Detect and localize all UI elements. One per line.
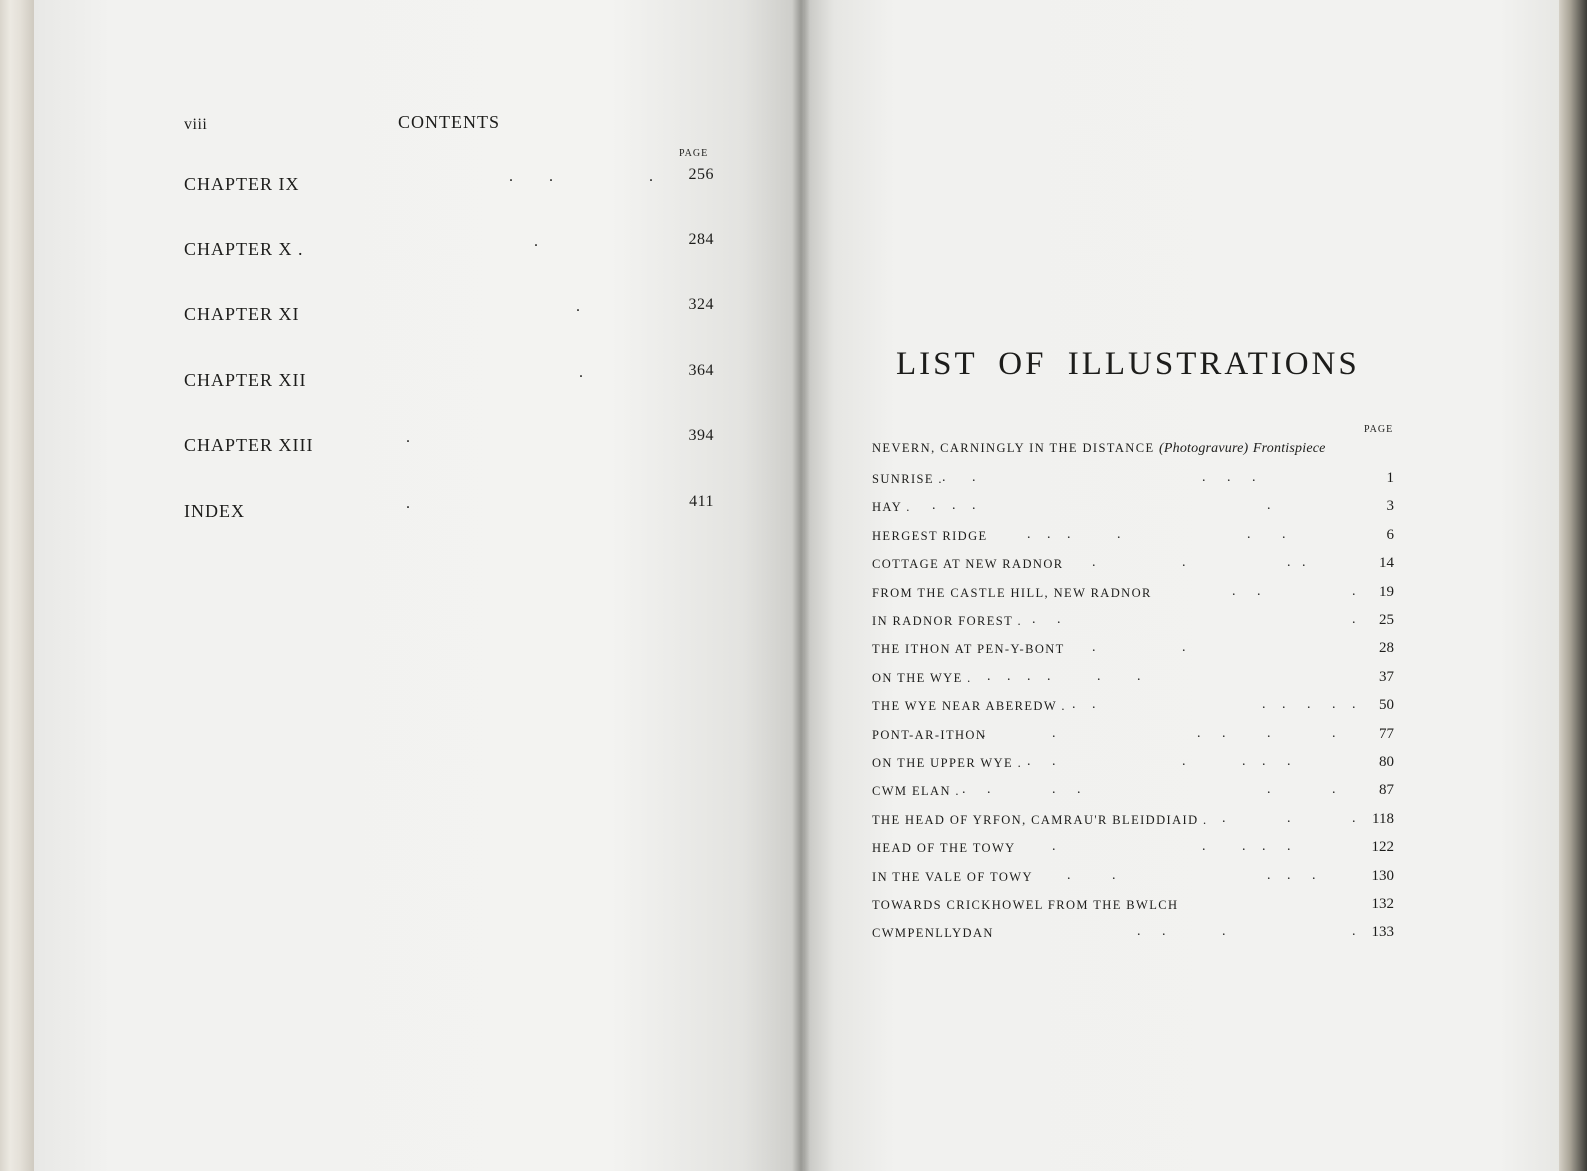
illustration-entry [872,500,1394,520]
toc-entry-title: CHAPTER XII [184,370,307,390]
illustration-page: 87 [1379,782,1394,799]
leader-dot: . [987,668,1005,684]
leader-dot: . [932,498,950,514]
leader-dot: . [1227,470,1245,485]
toc-entry [184,427,714,461]
leader-dot: . [1257,583,1275,599]
leader-dots: . [406,495,426,512]
contents-page [34,0,804,1171]
leader-dot: . [1077,782,1095,798]
illustration-entry [872,614,1394,634]
illustration-page: 3 [1386,498,1394,515]
illustration-page: 14 [1379,555,1394,572]
illustration-title: THE WYE NEAR ABEREDW . [872,699,1066,714]
leader-dot: . [1182,754,1200,769]
page-column-label: PAGE [1364,424,1394,435]
illustration-entry [872,583,1394,606]
illustration-page: 133 [1371,924,1394,941]
illustration-title: HERGEST RIDGE [872,528,988,543]
leader-dot: . [1352,583,1370,599]
page-column-label: PAGE [679,148,709,159]
running-head: CONTENTS [398,112,500,132]
leader-dot: . [1182,555,1200,571]
illustration-page: 80 [1379,754,1394,770]
leader-dot: . [1052,839,1070,855]
illustration-title: IN THE VALE OF TOWY [872,869,1033,884]
illustration-entry [872,926,1394,946]
leader-dot: . [1092,640,1110,656]
leader-dot: . [1027,754,1045,769]
leader-dot: . [1092,555,1110,571]
illustration-entry [872,472,1394,492]
leader-dot: . [1117,526,1135,542]
leader-dot: . [1242,839,1260,855]
toc-entry-page: 256 [688,166,714,183]
leader-dot: . [1052,754,1070,769]
leader-dot: . [982,725,1000,741]
illustration-entry [872,898,1394,918]
leader-dots: . [579,364,599,381]
illustration-title: COTTAGE AT NEW RADNOR [872,557,1064,572]
leader-dot: . [1182,640,1200,656]
illustration-page: 118 [1372,810,1394,827]
illustration-entry [872,810,1394,833]
leader-dot: . [1162,924,1180,940]
illustration-entry [872,526,1394,549]
leader-dot: . [1352,924,1370,940]
leader-dot: . [972,470,990,485]
illustration-title: TOWARDS CRICKHOWEL FROM THE BWLCH [872,898,1179,912]
illustration-title: CWM ELAN . [872,784,960,799]
leader-dot: . [1222,924,1240,940]
leader-dot: . [987,782,1005,798]
illustration-page: 50 [1379,697,1394,714]
left-page-edges [0,0,35,1171]
page-number: viii [184,116,208,133]
toc-entry-page: 284 [688,231,714,248]
leader-dot: . [1027,526,1045,542]
frontispiece-title: NEVERN, CARNINGLY IN THE DISTANCE [872,441,1155,455]
leader-dots: . [576,298,596,315]
leader-dot: . [1287,754,1305,769]
illustration-title: ON THE WYE . [872,670,972,685]
leader-dot: . [962,782,980,798]
leader-dot: . [1137,668,1155,684]
illustration-entry [872,557,1394,577]
leader-dot: . [1052,782,1070,798]
leader-dot: . [1262,697,1280,713]
leader-dot: . [952,498,970,514]
illustration-entry [872,668,1394,691]
leader-dot: . [1232,583,1250,599]
leader-dots: . [406,429,426,446]
leader-dot: . [1302,555,1320,571]
leader-dot: . [1027,668,1045,684]
illustration-title: IN RADNOR FOREST . [872,614,1022,628]
toc-entry [184,231,714,265]
leader-dot: . [1067,867,1085,883]
illustration-page: 37 [1379,668,1394,685]
illustration-entry [872,867,1394,890]
leader-dot: . [1332,782,1350,798]
leader-dot: . [1112,867,1130,883]
illustration-title: PONT-AR-ITHON [872,727,987,742]
leader-dot: . [1247,526,1265,542]
toc-entry-page: 364 [688,362,714,379]
leader-dot: . [1312,867,1330,883]
leader-dot: . [1267,498,1285,514]
frontispiece-entry [872,441,1394,457]
frontispiece-location: Frontispiece [1252,441,1326,456]
leader-dot: . [1097,668,1115,684]
illustration-entry [872,725,1394,748]
leader-dot: . [1267,867,1285,883]
leader-dot: . [1067,526,1085,542]
leader-dot: . [1262,839,1280,855]
leader-dot: . [1287,867,1305,883]
illustration-entry [872,756,1394,776]
leader-dots: . [534,233,554,250]
leader-dot: . [1007,668,1025,684]
leader-dot: . [1287,555,1305,571]
toc-entry-title: CHAPTER XI [184,304,300,324]
leader-dot: . [1262,754,1280,769]
illustrations-page [804,0,1559,1171]
illustration-page: 6 [1386,526,1394,543]
leader-dot: . [1352,810,1370,826]
illustration-page: 132 [1371,896,1394,912]
leader-dot: . [1137,924,1155,940]
toc-entry-title: CHAPTER X . [184,239,304,259]
leader-dot: . [1287,810,1305,826]
illustration-title: THE HEAD OF YRFON, CAMRAU'R BLEIDDIAID . [872,812,1208,827]
leader-dot: . [1222,725,1240,741]
leader-dot: . [1047,526,1065,542]
toc-entry-title: INDEX [184,501,245,521]
illustration-title: HAY . [872,500,911,515]
leader-dots: . . . [509,168,669,185]
toc-entry [184,493,714,527]
leader-dot: . [1032,612,1050,627]
leader-dot: . [1267,782,1285,798]
leader-dot: . [1267,725,1285,741]
leader-dot: . [1092,697,1110,713]
leader-dot: . [1332,725,1350,741]
leader-dot: . [972,498,990,514]
leader-dot: . [1197,725,1215,741]
illustration-title: FROM THE CASTLE HILL, NEW RADNOR [872,585,1152,600]
leader-dot: . [1202,839,1220,855]
illustration-title: CWMPENLLYDAN [872,926,994,941]
leader-dot: . [942,470,960,485]
leader-dot: . [1202,470,1220,485]
leader-dot: . [1057,612,1075,627]
frontispiece-note: (Photogravure) [1159,441,1249,456]
toc-entry [184,362,714,396]
illustration-title: THE ITHON AT PEN-Y-BONT [872,642,1065,657]
toc-entry [184,166,714,200]
right-page-edges [1559,0,1587,1171]
leader-dot: . [1307,697,1325,713]
illustration-page: 25 [1379,612,1394,628]
leader-dot: . [1287,839,1305,855]
leader-dot: . [1252,470,1270,485]
page-title: LIST OF ILLUSTRATIONS [896,346,1360,382]
leader-dot: . [1282,526,1300,542]
illustration-page: 1 [1386,470,1394,486]
leader-dot: . [1047,668,1065,684]
leader-dot: . [1352,612,1370,627]
toc-entry-page: 411 [689,493,714,510]
illustration-page: 77 [1379,725,1394,742]
illustration-title: SUNRISE . [872,472,943,486]
illustration-entry [872,642,1394,662]
illustration-entry [872,784,1394,804]
toc-entry [184,296,714,330]
illustration-page: 130 [1371,867,1394,884]
illustration-title: ON THE UPPER WYE . [872,756,1023,770]
leader-dot: . [1352,697,1370,713]
leader-dot: . [1332,697,1350,713]
toc-entry-page: 324 [688,296,714,313]
illustration-page: 28 [1379,640,1394,657]
illustration-page: 19 [1379,583,1394,600]
toc-entry-title: CHAPTER XIII [184,435,314,455]
illustration-entry [872,841,1394,861]
leader-dot: . [1282,697,1300,713]
leader-dot: . [1072,697,1090,713]
leader-dot: . [1242,754,1260,769]
toc-entry-page: 394 [688,427,714,444]
illustration-title: HEAD OF THE TOWY [872,841,1016,856]
leader-dot: . [1052,725,1070,741]
toc-entry-title: CHAPTER IX [184,174,300,194]
illustration-entry [872,699,1394,719]
illustration-page: 122 [1371,839,1394,856]
book-gutter [792,0,810,1171]
leader-dot: . [1222,810,1240,826]
